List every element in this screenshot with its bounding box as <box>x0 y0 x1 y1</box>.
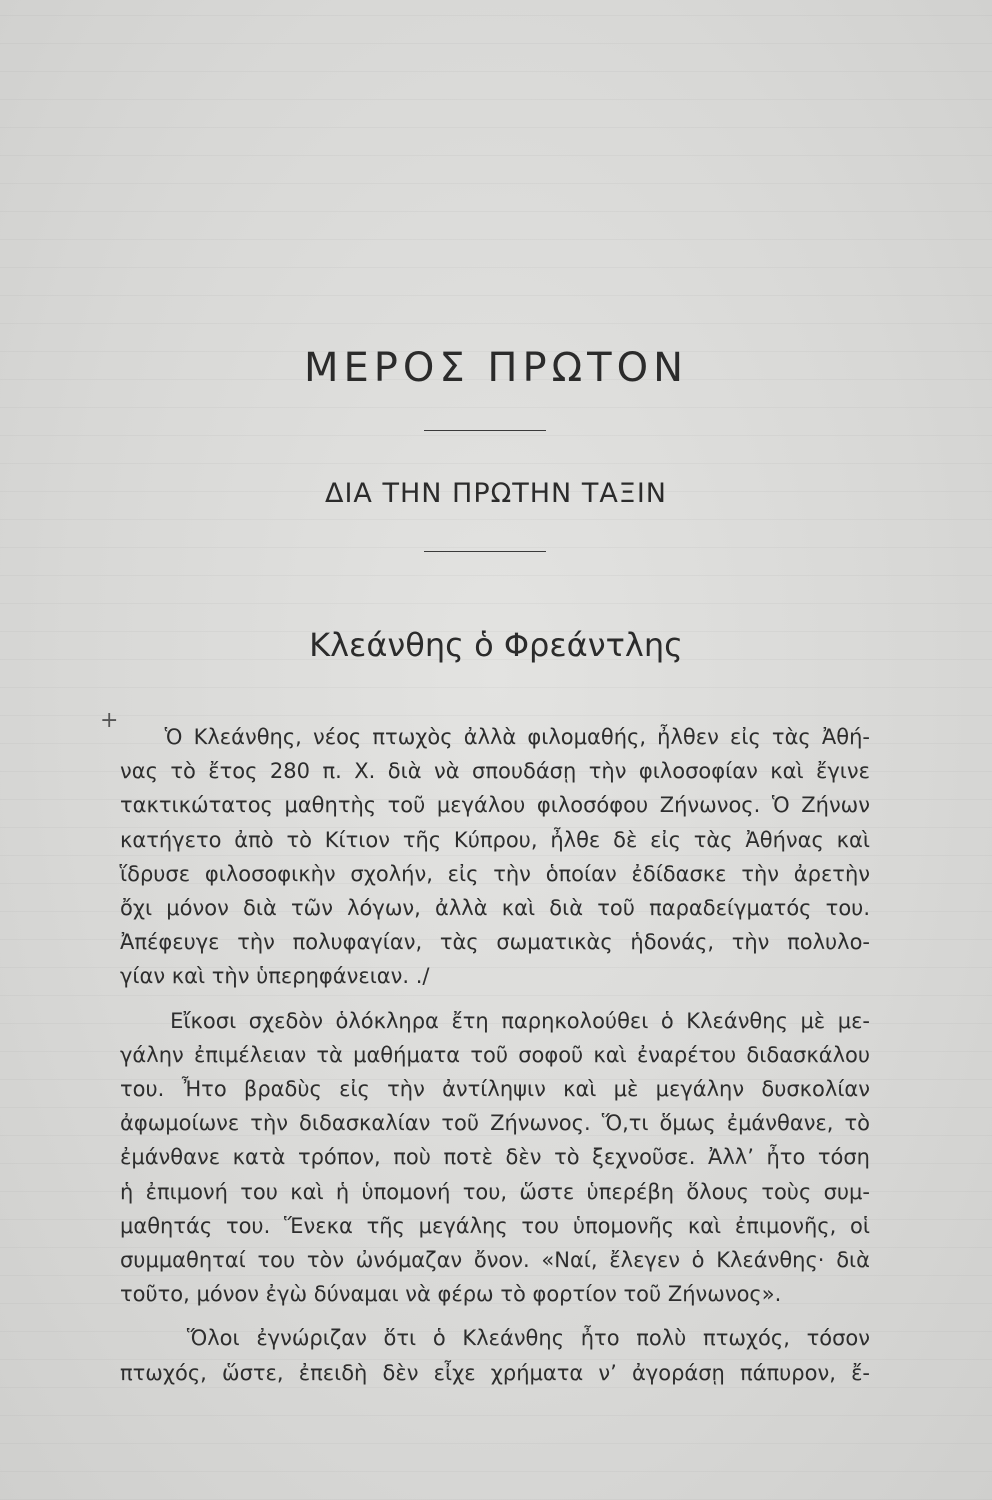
text-line: τοῦτο, μόνον ἐγὼ δύναμαι νὰ φέρω τὸ φορτίον τοῦ Ζήνωνος». <box>120 1282 782 1307</box>
paragraph <box>120 1321 870 1389</box>
body-text <box>120 720 870 1390</box>
text-line: μαθητάς του. Ἕνεκα τῆς μεγάλης του ὑπομονῆς καὶ ἐπιμονῆς, οἱ <box>120 1213 870 1238</box>
text-line: γάλην ἐπιμέλειαν τὰ μαθήματα τοῦ σοφοῦ καὶ ἐναρέτου διδασκάλου <box>120 1042 870 1067</box>
text-line: Ἀπέφευγε τὴν πολυφαγίαν, τὰς σωματικὰς ἡδονάς, τὴν πολυλο- <box>120 930 870 955</box>
text-line: Ὁ Κλεάνθης, νέος πτωχὸς ἀλλὰ φιλομαθής, ἦλθεν εἰς τὰς Ἀθή- <box>120 725 870 749</box>
part-title: ΜΕΡΟΣ ΠΡΩΤΟΝ <box>304 345 688 391</box>
text-line: γίαν καὶ τὴν ὑπερηφάνειαν. ./ <box>120 964 430 989</box>
text-line: ἀφωμοίωνε τὴν διδασκαλίαν τοῦ Ζήνωνος. Ὅ,τι ὅμως ἐμάνθανε, τὸ <box>120 1111 870 1136</box>
paragraph <box>120 720 870 994</box>
text-line: ἵδρυσε φιλοσοφικὴν σχολήν, εἰς τὴν ὁποίαν ἐδίδασκε τὴν ἀρετὴν <box>120 861 870 886</box>
text-line: κατήγετο ἀπὸ τὸ Κίτιον τῆς Κύπρου, ἦλθε δὲ εἰς τὰς Ἀθήνας καὶ <box>120 827 870 852</box>
text-line: ὄχι μόνον διὰ τῶν λόγων, ἀλλὰ καὶ διὰ τοῦ παραδείγματός του. <box>120 896 870 921</box>
text-line: νας τὸ ἔτος 280 π. Χ. διὰ νὰ σπουδάσῃ τὴν φιλοσοφίαν καὶ ἔγινε <box>120 759 870 784</box>
text-line: του. Ἦτο βραδὺς εἰς τὴν ἀντίληψιν καὶ μὲ μεγάλην δυσκολίαν <box>120 1077 870 1102</box>
chapter-title: Κλεάνθης ὁ Φρεάντλης <box>309 626 683 664</box>
text-line: τακτικώτατος μαθητὴς τοῦ μεγάλου φιλοσόφου Ζήνωνος. Ὁ Ζήνων <box>120 793 870 818</box>
margin-mark: + <box>100 708 119 733</box>
text-line: ἡ ἐπιμονή του καὶ ἡ ὑπομονή του, ὥστε ὑπερέβη ὅλους τοὺς συμ- <box>120 1179 870 1204</box>
paragraph <box>120 1004 870 1312</box>
text-line: Ὅλοι ἐγνώριζαν ὅτι ὁ Κλεάνθης ἦτο πολὺ πτωχός, τόσον <box>120 1326 870 1351</box>
divider-rule <box>424 430 546 431</box>
text-line: ἐμάνθανε κατὰ τρόπον, ποὺ ποτὲ δὲν τὸ ξεχνοῦσε. Ἀλλ’ ἦτο τόση <box>120 1145 870 1170</box>
text-line: πτωχός, ὥστε, ἐπειδὴ δὲν εἶχε χρήματα ν’ ἀγοράσῃ πάπυρον, ἔ- <box>120 1360 870 1385</box>
text-line: Εἴκοσι σχεδὸν ὁλόκληρα ἔτη παρηκολούθει ὁ Κλεάνθης μὲ με- <box>120 1008 870 1033</box>
section-title: ΔΙΑ ΤΗΝ ΠΡΩΤΗΝ ΤΑΞΙΝ <box>324 478 668 509</box>
text-line: συμμαθηταί του τὸν ὠνόμαζαν ὄνον. «Ναί, ἔλεγεν ὁ Κλεάνθης· διὰ <box>120 1248 870 1273</box>
divider-rule <box>424 551 546 552</box>
